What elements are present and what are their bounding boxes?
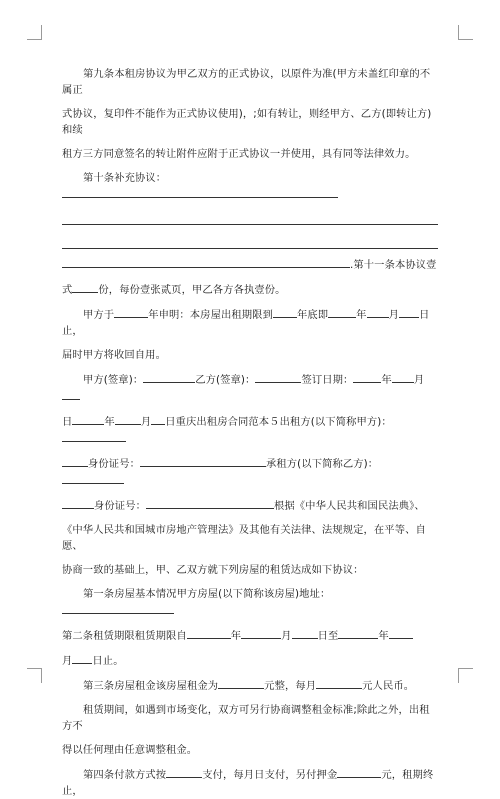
art2-text-d: 日至	[317, 630, 339, 642]
art1-text: 第一条房屋基本情况甲方房屋(以下简称该房屋)地址：	[83, 588, 331, 600]
deadline-text-a: 甲方于	[83, 309, 115, 321]
para9-line2: 式协议，复印件不能作为正式协议使用)，;如有转让，则经甲方、乙方(即转让方)和续	[62, 108, 432, 136]
rent-monthly-blank[interactable]	[316, 677, 362, 689]
sign-l2-text-a: 日	[62, 416, 73, 428]
sign-text-e: 月	[413, 374, 425, 386]
supplement-blank-1[interactable]	[62, 186, 338, 198]
art4-text-b: 支付，每月日支付，另付押金	[202, 769, 338, 781]
sign-l4-text-a: 身份证号：	[94, 500, 146, 512]
party-a-seal-blank[interactable]	[143, 371, 195, 383]
sign-text-c: 签订日期：	[301, 374, 354, 386]
sign-text-b: 乙方(签章)：	[195, 374, 256, 386]
para11-text-b: 份，每份壹张贰页，甲乙各方各执壹份。	[98, 284, 286, 296]
deadline-end-year-blank[interactable]	[273, 306, 297, 318]
para10-line	[62, 170, 438, 203]
para11-text-a: 式	[62, 284, 73, 296]
term-start-year-blank[interactable]	[187, 627, 231, 639]
para11-line1	[62, 256, 438, 273]
payment-method-blank[interactable]	[166, 766, 202, 778]
sign-text-a: 甲方(签章)：	[83, 374, 144, 386]
deadline-text-f: 日止，	[62, 309, 430, 337]
art1-line	[62, 586, 438, 619]
sign-l2-day-blank[interactable]	[151, 413, 165, 425]
deadline-d-blank[interactable]	[399, 306, 419, 318]
sign-line5: 《中华人民共和国城市房地产管理法》及其他有关法律、法规规定，在平等、自愿、	[62, 524, 426, 552]
lessor-name-blank[interactable]	[62, 430, 126, 442]
sign-l2-year-blank[interactable]	[72, 413, 104, 425]
art3-text-c: 元人民币。	[362, 680, 415, 692]
para11-tail: .第十一条本协议壹	[350, 259, 437, 271]
lessee-id-blank[interactable]	[146, 497, 274, 509]
art3-line	[62, 677, 438, 694]
deposit-blank[interactable]	[337, 766, 381, 778]
deadline-line1	[62, 306, 438, 339]
sign-l2-month-blank[interactable]	[115, 413, 141, 425]
sign-line6: 协商一致的基础上，甲、乙双方就下列房屋的租赁达成如下协议：	[62, 564, 364, 576]
term-end-month-lead-blank[interactable]	[389, 627, 413, 639]
lessor-id-lead-blank[interactable]	[62, 455, 88, 467]
art2-text-e: 年	[378, 630, 389, 642]
deadline-text-b: 年申明：本房屋出租期限到	[148, 309, 273, 321]
crop-mark-top-right	[458, 25, 473, 40]
term-end-year-blank[interactable]	[338, 627, 378, 639]
sign-day-blank-a[interactable]	[62, 388, 80, 400]
deadline-m-blank[interactable]	[367, 306, 389, 318]
crop-mark-bottom-right	[458, 668, 473, 683]
lessee-name-blank[interactable]	[62, 472, 124, 484]
art4-text-a: 第四条付款方式按	[83, 769, 167, 781]
contract-text	[62, 66, 438, 799]
art2-l2-month: 月	[62, 655, 73, 667]
art2-text-b: 年	[230, 630, 242, 642]
sign-month-blank[interactable]	[392, 371, 414, 383]
rent-adjust-line2: 得以任何理由任意调整租金。	[62, 744, 198, 756]
sign-line2	[62, 413, 438, 447]
supplement-blank-2[interactable]	[62, 223, 438, 225]
term-start-month-blank[interactable]	[241, 627, 281, 639]
deadline-year-blank[interactable]	[114, 306, 148, 318]
deadline-line2: 届时甲方将收回自用。	[62, 349, 166, 361]
rent-total-blank[interactable]	[218, 677, 264, 689]
rent-adjust-line1: 租赁期间，如遇到市场变化，双方可另行协商调整租金标准;除此之外，出租方不	[62, 704, 430, 732]
party-b-seal-blank[interactable]	[255, 371, 301, 383]
sign-l4-text-b: 根据《中华人民共和国民法典》、	[273, 500, 425, 512]
sign-l3-text-a: 身份证号：	[88, 458, 140, 470]
art2-text-a: 第二条租赁期限租赁期限自	[62, 630, 187, 642]
supplement-blank-3[interactable]	[62, 247, 438, 249]
term-start-day-blank[interactable]	[292, 627, 318, 639]
crop-mark-top-left	[27, 25, 42, 40]
art2-line1	[62, 627, 438, 644]
supplement-blank-4[interactable]	[62, 256, 350, 268]
art2-text-c: 月	[281, 630, 292, 642]
deadline-text-c: 年底即	[296, 309, 329, 321]
crop-mark-bottom-left	[27, 668, 42, 683]
sign-line3	[62, 455, 438, 489]
lessor-id-blank[interactable]	[140, 455, 266, 467]
art4-text-c: 元，租期终止，	[62, 769, 434, 797]
art3-text-b: 元整，每月	[264, 680, 317, 692]
copies-blank[interactable]	[72, 281, 98, 293]
art3-text-a: 第三条房屋租金该房屋租金为	[83, 680, 219, 692]
deadline-text-e: 月	[388, 309, 399, 321]
sign-line4	[62, 497, 438, 514]
art2-l2-text: 日止。	[92, 655, 124, 667]
sign-l2-text-c: 月	[140, 416, 152, 428]
deadline-y-blank[interactable]	[328, 306, 356, 318]
sign-l3-text-b: 承租方(以下简称乙方)：	[265, 458, 379, 470]
lessee-id-lead-blank[interactable]	[62, 497, 94, 509]
sign-year-blank[interactable]	[353, 371, 381, 383]
sign-text-d: 年	[381, 374, 392, 386]
para9-line1: 第九条本租房协议为甲乙双方的正式协议，以原件为准(甲方未盖红印章的不属正	[62, 68, 431, 96]
para11-line2	[62, 281, 438, 298]
deadline-text-d: 年	[356, 309, 367, 321]
term-end-day-blank[interactable]	[72, 652, 92, 664]
art4-line	[62, 766, 438, 799]
address-blank[interactable]	[62, 602, 174, 614]
sign-l2-text-b: 年	[104, 416, 115, 428]
para10-label: 第十条补充协议：	[83, 172, 167, 184]
sign-line1	[62, 371, 438, 405]
para9-line3: 租方三方同意签名的转让附件应附于正式协议一并使用，具有同等法律效力。	[62, 148, 416, 160]
sign-l2-text-d: 日重庆出租房合同范本５出租方(以下简称甲方)：	[165, 416, 392, 428]
art2-line2	[62, 652, 438, 669]
